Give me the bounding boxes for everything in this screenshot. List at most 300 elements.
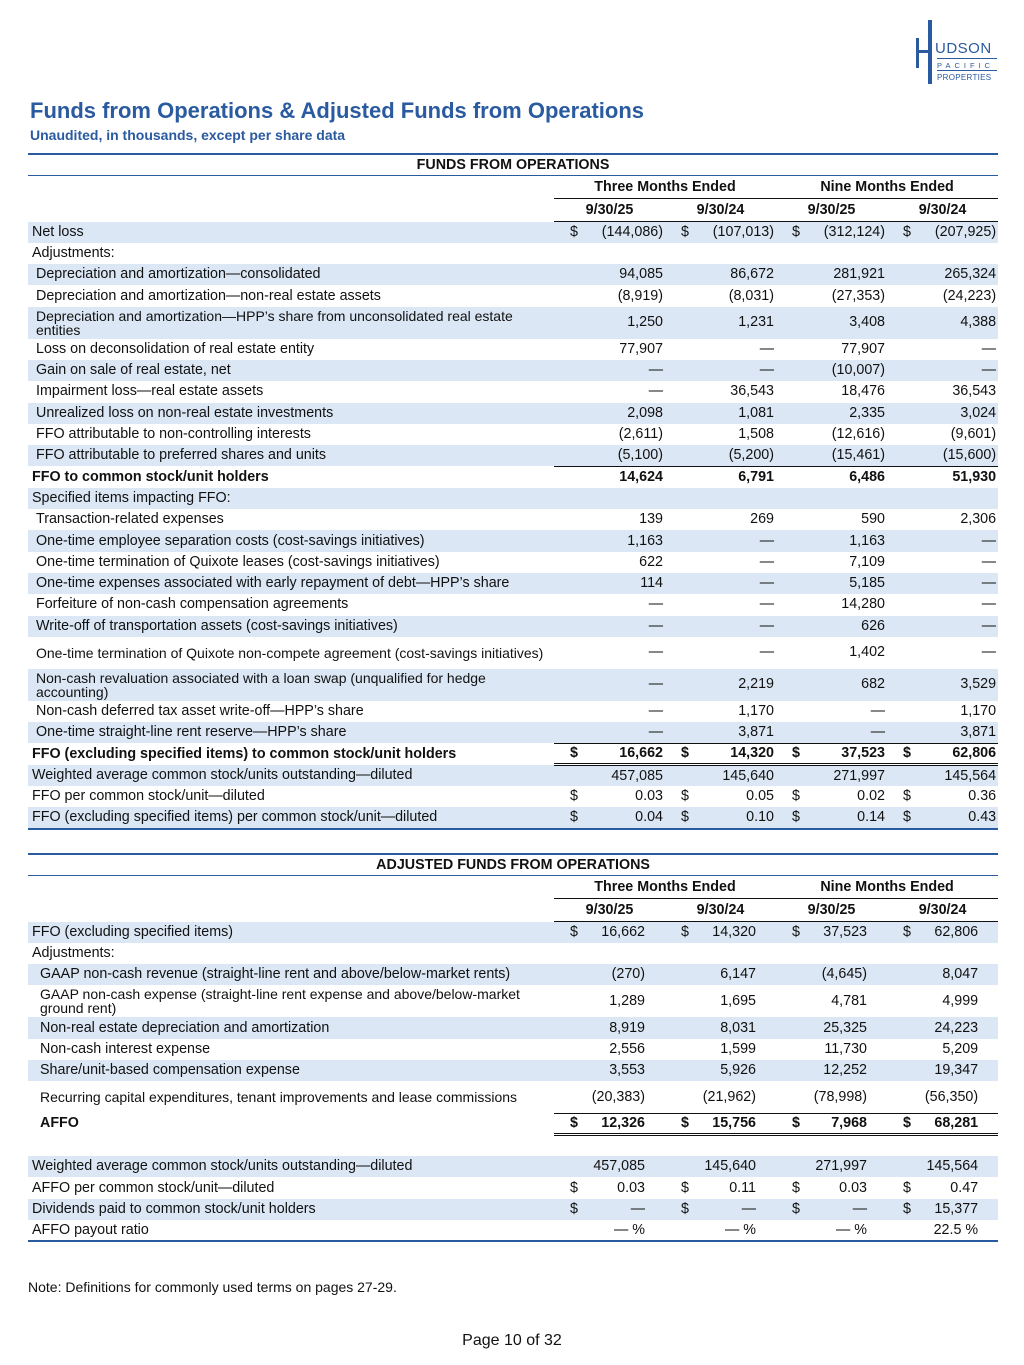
currency-symbol: [665, 1039, 691, 1060]
ffo-group-three-months: Three Months Ended: [554, 176, 776, 199]
currency-symbol: [887, 1220, 913, 1241]
value-cell: (8,031): [728, 287, 774, 304]
row-label: Weighted average common stock/units outstanding—diluted: [28, 1156, 554, 1177]
value-cell: —: [913, 360, 998, 381]
currency-symbol: [887, 339, 913, 360]
currency-symbol: [887, 669, 913, 701]
ffo-period-header: 9/30/24: [665, 199, 776, 222]
row-label: FFO attributable to non-controlling interests: [36, 426, 311, 443]
header-spacer: [28, 176, 554, 199]
currency-symbol: [776, 381, 802, 402]
value-cell: —: [691, 530, 776, 551]
value-cell: 22.5 %: [913, 1220, 998, 1241]
value-cell: 1,170: [738, 702, 774, 719]
value-cell: —: [691, 1199, 776, 1220]
value-cell: 8,031: [691, 1017, 776, 1038]
value-cell: 4,781: [831, 992, 867, 1009]
currency-symbol: [665, 509, 691, 530]
value-cell: (4,645): [802, 964, 887, 985]
currency-symbol: [776, 1060, 802, 1081]
value-cell: (27,353): [831, 287, 885, 304]
currency-symbol: $: [887, 1113, 913, 1134]
currency-symbol: [887, 381, 913, 402]
affo-period-header: 9/30/25: [776, 899, 887, 922]
value-cell: —: [691, 616, 776, 637]
value-cell: [913, 488, 998, 509]
currency-symbol: [887, 573, 913, 594]
currency-symbol: [554, 1220, 580, 1241]
value-cell: —: [648, 383, 663, 400]
row-label: Adjustments:: [32, 244, 115, 261]
affo-table-row: [28, 1060, 998, 1081]
value-cell: —: [580, 669, 665, 701]
logo-word-udson: UDSON: [935, 40, 992, 57]
value-cell: 68,281: [913, 1113, 998, 1134]
affo-period-header: 9/30/24: [665, 899, 776, 922]
value-cell: 3,529: [913, 669, 998, 701]
page-title: Funds from Operations & Adjusted Funds from Operations: [30, 98, 644, 123]
value-cell: —: [981, 644, 997, 661]
currency-symbol: [554, 466, 580, 487]
row-label: Non-real estate depreciation and amortization: [28, 1017, 554, 1038]
value-cell: (207,925): [913, 222, 998, 243]
currency-symbol: [776, 445, 802, 466]
currency-symbol: [554, 264, 580, 285]
company-logo: [914, 20, 1004, 90]
currency-symbol: [887, 701, 913, 722]
ffo-table-row: [28, 424, 998, 445]
ffo-table-row: [28, 445, 998, 466]
value-cell: 15,377: [913, 1199, 998, 1220]
currency-symbol: [665, 466, 691, 487]
affo-group-three-months: Three Months Ended: [554, 876, 776, 899]
header-spacer: [28, 876, 554, 899]
currency-symbol: [887, 307, 913, 339]
currency-symbol: [554, 985, 580, 1017]
value-cell: 271,997: [802, 765, 887, 786]
value-cell: 0.03: [617, 1179, 645, 1196]
value-cell: —: [981, 340, 997, 357]
currency-symbol: $: [887, 743, 913, 764]
currency-symbol: [665, 985, 691, 1017]
currency-symbol: [554, 445, 580, 466]
ffo-table-row: [28, 765, 998, 786]
affo-section-title: ADJUSTED FUNDS FROM OPERATIONS: [28, 854, 998, 876]
value-cell: [691, 243, 776, 264]
currency-symbol: [887, 616, 913, 637]
currency-symbol: [776, 466, 802, 487]
currency-symbol: [887, 964, 913, 985]
currency-symbol: [887, 509, 913, 530]
currency-symbol: $: [776, 1113, 802, 1134]
currency-symbol: [665, 339, 691, 360]
currency-symbol: [665, 243, 691, 264]
ffo-table-row: [28, 616, 998, 637]
value-cell: 37,523: [802, 743, 887, 764]
affo-period-header: 9/30/24: [887, 899, 998, 922]
value-cell: 36,543: [730, 383, 774, 400]
value-cell: (312,124): [802, 222, 887, 243]
value-cell: 2,098: [580, 403, 665, 424]
value-cell: 622: [639, 553, 663, 570]
currency-symbol: [776, 307, 802, 339]
row-label: Forfeiture of non-cash compensation agreements: [36, 596, 349, 613]
currency-symbol: [665, 530, 691, 551]
value-cell: [580, 488, 665, 509]
value-cell: 15,756: [691, 1113, 776, 1134]
row-label: AFFO payout ratio: [28, 1220, 554, 1241]
value-cell: 14,280: [841, 596, 885, 613]
currency-symbol: $: [887, 922, 913, 943]
currency-symbol: [887, 403, 913, 424]
value-cell: (15,600): [913, 445, 998, 466]
value-cell: (5,200): [691, 445, 776, 466]
value-cell: (24,223): [942, 287, 997, 304]
ffo-table-row: [28, 637, 998, 669]
value-cell: 3,024: [913, 403, 998, 424]
currency-symbol: $: [665, 1113, 691, 1134]
value-cell: 139: [639, 511, 663, 528]
value-cell: 0.04: [580, 807, 665, 828]
currency-symbol: [554, 722, 580, 743]
value-cell: 0.03: [635, 788, 663, 805]
affo-table-row: [28, 1113, 998, 1134]
currency-symbol: [887, 1017, 913, 1038]
value-cell: (10,007): [802, 360, 887, 381]
ffo-table-row: [28, 669, 998, 701]
ffo-section-title: FUNDS FROM OPERATIONS: [28, 154, 998, 176]
currency-symbol: $: [665, 807, 691, 828]
value-cell: 2,556: [609, 1040, 645, 1057]
value-cell: —: [648, 596, 663, 613]
currency-symbol: [776, 488, 802, 509]
currency-symbol: [776, 403, 802, 424]
value-cell: 626: [802, 616, 887, 637]
value-cell: [580, 943, 665, 964]
affo-period-header: 9/30/25: [554, 899, 665, 922]
currency-symbol: $: [776, 743, 802, 764]
value-cell: 2,335: [802, 403, 887, 424]
affo-table-row: [28, 1177, 998, 1198]
row-label: Share/unit-based compensation expense: [28, 1060, 554, 1081]
value-cell: 77,907: [841, 340, 885, 357]
value-cell: 0.36: [968, 788, 997, 805]
value-cell: 14,320: [691, 743, 776, 764]
value-cell: 5,926: [691, 1060, 776, 1081]
value-cell: —: [870, 702, 885, 719]
currency-symbol: [776, 722, 802, 743]
currency-symbol: [554, 243, 580, 264]
row-label: GAAP non-cash revenue (straight-line rent and above/below-market rents): [28, 964, 554, 985]
value-cell: —: [580, 360, 665, 381]
currency-symbol: $: [570, 1179, 578, 1196]
value-cell: 281,921: [802, 264, 887, 285]
ffo-table-row: [28, 701, 998, 722]
currency-symbol: [554, 307, 580, 339]
value-cell: 14,320: [691, 922, 776, 943]
currency-symbol: $: [887, 1199, 913, 1220]
value-cell: 145,640: [691, 1156, 776, 1177]
currency-symbol: [887, 243, 913, 264]
currency-symbol: [776, 1017, 802, 1038]
row-label: FFO (excluding specified items): [28, 922, 554, 943]
currency-symbol: [554, 1060, 580, 1081]
value-cell: 1,231: [691, 307, 776, 339]
value-cell: 8,919: [580, 1017, 665, 1038]
currency-symbol: [554, 669, 580, 701]
affo-table-row: [28, 1199, 998, 1220]
currency-symbol: $: [570, 788, 578, 805]
value-cell: 1,081: [691, 403, 776, 424]
ffo-table-row: [28, 530, 998, 551]
value-cell: 271,997: [802, 1156, 887, 1177]
currency-symbol: [776, 1220, 802, 1241]
currency-symbol: [776, 243, 802, 264]
currency-symbol: [887, 552, 913, 573]
value-cell: 1,170: [960, 702, 997, 719]
currency-symbol: [665, 1156, 691, 1177]
currency-symbol: $: [776, 1199, 802, 1220]
value-cell: (78,998): [802, 1081, 887, 1113]
ffo-period-header: 9/30/24: [887, 199, 998, 222]
row-label: Specified items impacting FFO:: [28, 488, 554, 509]
row-label: FFO (excluding specified items) to common stock/unit holders: [32, 745, 457, 762]
currency-symbol: [887, 637, 913, 669]
value-cell: 2,306: [960, 511, 997, 528]
currency-symbol: [776, 285, 802, 306]
currency-symbol: [554, 637, 580, 669]
value-cell: [691, 488, 776, 509]
currency-symbol: [554, 616, 580, 637]
row-label: One-time straight-line rent reserve—HPP’s share: [28, 722, 554, 743]
spacer-row: [28, 1135, 998, 1157]
value-cell: —: [580, 616, 665, 637]
currency-symbol: [554, 488, 580, 509]
value-cell: 62,806: [913, 922, 998, 943]
value-cell: (107,013): [691, 222, 776, 243]
currency-symbol: $: [776, 807, 802, 828]
value-cell: —: [913, 616, 998, 637]
row-label: Weighted average common stock/units outstanding—diluted: [28, 765, 554, 786]
row-label: Depreciation and amortization—HPP’s share from unconsolidated real estate entities: [28, 307, 554, 339]
affo-table-row: [28, 1081, 998, 1113]
currency-symbol: $: [554, 743, 580, 764]
currency-symbol: [665, 1081, 691, 1113]
row-label: FFO attributable to preferred shares and units: [28, 445, 554, 466]
row-label: Non-cash interest expense: [40, 1040, 211, 1057]
value-cell: [913, 943, 998, 964]
ffo-table-row: [28, 488, 998, 509]
value-cell: 4,388: [913, 307, 998, 339]
currency-symbol: $: [776, 922, 802, 943]
currency-symbol: $: [665, 922, 691, 943]
currency-symbol: [554, 1156, 580, 1177]
currency-symbol: $: [903, 1179, 911, 1196]
value-cell: 114: [580, 573, 665, 594]
row-label: Adjustments:: [32, 944, 115, 961]
currency-symbol: [665, 701, 691, 722]
currency-symbol: [776, 339, 802, 360]
currency-symbol: [554, 1017, 580, 1038]
value-cell: [802, 943, 887, 964]
value-cell: 7,109: [849, 553, 885, 570]
currency-symbol: [665, 445, 691, 466]
value-cell: 1,163: [802, 530, 887, 551]
currency-symbol: [887, 488, 913, 509]
currency-symbol: [554, 1081, 580, 1113]
currency-symbol: [887, 424, 913, 445]
currency-symbol: $: [887, 222, 913, 243]
value-cell: (56,350): [913, 1081, 998, 1113]
value-cell: 19,347: [913, 1060, 998, 1081]
row-label: AFFO: [40, 1115, 79, 1132]
row-label: Transaction-related expenses: [36, 511, 224, 528]
ffo-table: [28, 153, 998, 830]
currency-symbol: $: [681, 1179, 689, 1196]
value-cell: 14,624: [619, 468, 663, 485]
value-cell: 145,564: [913, 1156, 998, 1177]
affo-table-row: [28, 985, 998, 1017]
value-cell: —: [580, 1199, 665, 1220]
logo-rule: [937, 58, 997, 59]
currency-symbol: [554, 552, 580, 573]
affo-table-row: [28, 964, 998, 985]
ffo-table-row: [28, 722, 998, 743]
value-cell: 269: [750, 511, 774, 528]
logo-rule: [937, 70, 997, 71]
currency-symbol: [665, 307, 691, 339]
affo-table-row: [28, 1039, 998, 1060]
value-cell: 3,871: [913, 722, 998, 743]
value-cell: 1,250: [580, 307, 665, 339]
row-label: One-time termination of Quixote non-compete agreement (cost-savings initiatives): [36, 644, 544, 661]
value-cell: 265,324: [913, 264, 998, 285]
logo-h-right-stroke: [928, 20, 932, 84]
value-cell: (12,616): [831, 426, 885, 443]
ffo-table-row: [28, 307, 998, 339]
currency-symbol: [665, 637, 691, 669]
value-cell: (9,601): [950, 426, 997, 443]
value-cell: —: [802, 1199, 887, 1220]
value-cell: 4,999: [942, 992, 979, 1009]
header-spacer: [28, 199, 554, 222]
value-cell: — %: [691, 1220, 776, 1241]
value-cell: 25,325: [802, 1017, 887, 1038]
row-label: Recurring capital expenditures, tenant improvements and lease commissions: [40, 1089, 518, 1106]
currency-symbol: [776, 594, 802, 615]
value-cell: 0.03: [839, 1179, 867, 1196]
currency-symbol: [554, 381, 580, 402]
value-cell: [691, 943, 776, 964]
currency-symbol: [665, 264, 691, 285]
row-label: GAAP non-cash expense (straight-line rent expense and above/below-market ground rent): [40, 986, 520, 1017]
value-cell: [802, 488, 887, 509]
currency-symbol: [554, 530, 580, 551]
currency-symbol: [554, 403, 580, 424]
value-cell: (21,962): [691, 1081, 776, 1113]
currency-symbol: [665, 765, 691, 786]
currency-symbol: $: [554, 1113, 580, 1134]
row-label: One-time employee separation costs (cost-savings initiatives): [28, 530, 554, 551]
value-cell: 1,163: [580, 530, 665, 551]
currency-symbol: $: [887, 807, 913, 828]
value-cell: 145,640: [691, 765, 776, 786]
currency-symbol: [887, 722, 913, 743]
value-cell: 1,289: [609, 992, 645, 1009]
currency-symbol: [776, 360, 802, 381]
currency-symbol: $: [776, 222, 802, 243]
value-cell: 51,930: [952, 468, 997, 485]
value-cell: 6,147: [691, 964, 776, 985]
row-label: FFO per common stock/unit—diluted: [32, 788, 265, 805]
currency-symbol: $: [665, 1199, 691, 1220]
value-cell: [580, 243, 665, 264]
ffo-table-row: [28, 786, 998, 807]
currency-symbol: [887, 985, 913, 1017]
currency-symbol: [665, 488, 691, 509]
row-label: Dividends paid to common stock/unit holders: [28, 1199, 554, 1220]
value-cell: 16,662: [580, 743, 665, 764]
value-cell: 5,209: [942, 1040, 979, 1057]
row-label: Non-cash deferred tax asset write-off—HPP’s share: [36, 702, 364, 719]
row-label: One-time expenses associated with early repayment of debt—HPP’s share: [28, 573, 554, 594]
ffo-table-row: [28, 573, 998, 594]
affo-table-row: [28, 1156, 998, 1177]
value-cell: (20,383): [580, 1081, 665, 1113]
currency-symbol: [554, 509, 580, 530]
currency-symbol: [776, 264, 802, 285]
row-label: FFO (excluding specified items) per common stock/unit—diluted: [28, 807, 554, 828]
currency-symbol: [554, 573, 580, 594]
affo-table-row: [28, 943, 998, 964]
value-cell: 1,508: [738, 426, 774, 443]
currency-symbol: [665, 594, 691, 615]
value-cell: (8,919): [617, 287, 663, 304]
value-cell: 0.14: [802, 807, 887, 828]
value-cell: 3,408: [802, 307, 887, 339]
value-cell: 6,791: [738, 468, 774, 485]
currency-symbol: [665, 573, 691, 594]
currency-symbol: [554, 424, 580, 445]
currency-symbol: [776, 573, 802, 594]
row-label: Non-cash revaluation associated with a loan swap (unqualified for hedge accounting): [28, 669, 554, 701]
ffo-table-row: [28, 285, 998, 306]
value-cell: 457,085: [580, 1156, 665, 1177]
currency-symbol: [554, 1039, 580, 1060]
row-label: Depreciation and amortization—consolidated: [28, 264, 554, 285]
currency-symbol: $: [681, 788, 689, 805]
value-cell: 6,486: [849, 468, 885, 485]
affo-group-nine-months: Nine Months Ended: [776, 876, 998, 899]
currency-symbol: [887, 594, 913, 615]
currency-symbol: [554, 964, 580, 985]
value-cell: 0.02: [857, 788, 885, 805]
row-label: Net loss: [28, 222, 554, 243]
header-spacer: [28, 899, 554, 922]
value-cell: [802, 243, 887, 264]
value-cell: 0.05: [746, 788, 774, 805]
currency-symbol: [776, 1156, 802, 1177]
value-cell: 8,047: [913, 964, 998, 985]
ffo-table-row: [28, 466, 998, 487]
currency-symbol: [887, 445, 913, 466]
value-cell: (270): [580, 964, 665, 985]
currency-symbol: [665, 722, 691, 743]
value-cell: — %: [802, 1220, 887, 1241]
ffo-table-row: [28, 243, 998, 264]
currency-symbol: [665, 1220, 691, 1241]
row-label: Write-off of transportation assets (cost-savings initiatives): [28, 616, 554, 637]
